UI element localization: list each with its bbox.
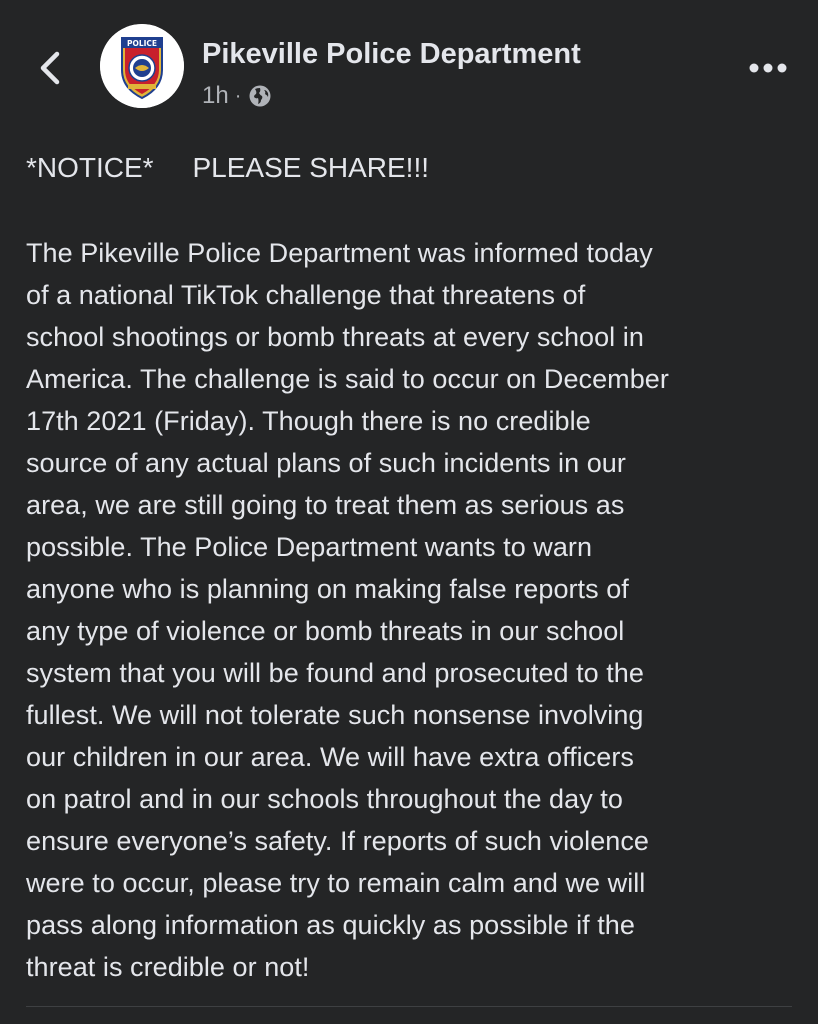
- audience-indicator[interactable]: [248, 84, 272, 108]
- chevron-left-icon: [39, 51, 61, 85]
- globe-icon: [248, 84, 272, 108]
- more-options-button[interactable]: [740, 50, 796, 86]
- back-button[interactable]: [28, 44, 72, 92]
- post-divider: [26, 1006, 792, 1007]
- post-body: [26, 148, 798, 988]
- post-meta: [202, 80, 272, 112]
- post-notice-line: *NOTICE* PLEASE SHARE!!!: [26, 152, 430, 183]
- meta-separator: ·: [234, 84, 242, 107]
- badge-text: POLICE: [126, 39, 158, 48]
- more-horizontal-icon: [748, 62, 788, 74]
- page-avatar[interactable]: [100, 24, 184, 108]
- police-badge-logo: [100, 24, 184, 108]
- page-name-link[interactable]: Pikeville Police Department: [202, 38, 581, 70]
- post-header: [0, 0, 818, 130]
- post-timestamp[interactable]: 1h: [202, 82, 229, 109]
- post-text: The Pikeville Police Department was informed today of a national TikTok challenge that threatens of school shootings or bomb threats at every school in America. The challenge is said to occur on December 17th 2021 (Friday). Though there is no credible source of any actual plans of such incidents in our area, we are still going to treat them as serious as possible. The Police Department wants to warn anyone who is planning on making false reports of any type of violence or bomb threats in our school system that you will be found and prosecuted to the fullest. We will not tolerate such nonsense involving our children in our area. We will have extra officers on patrol and in our schools throughout the day to ensure everyone’s safety. If reports of such violence were to occur, please try to remain calm and we will pass along information as quickly as possible if the threat is credible or not!: [26, 238, 669, 982]
